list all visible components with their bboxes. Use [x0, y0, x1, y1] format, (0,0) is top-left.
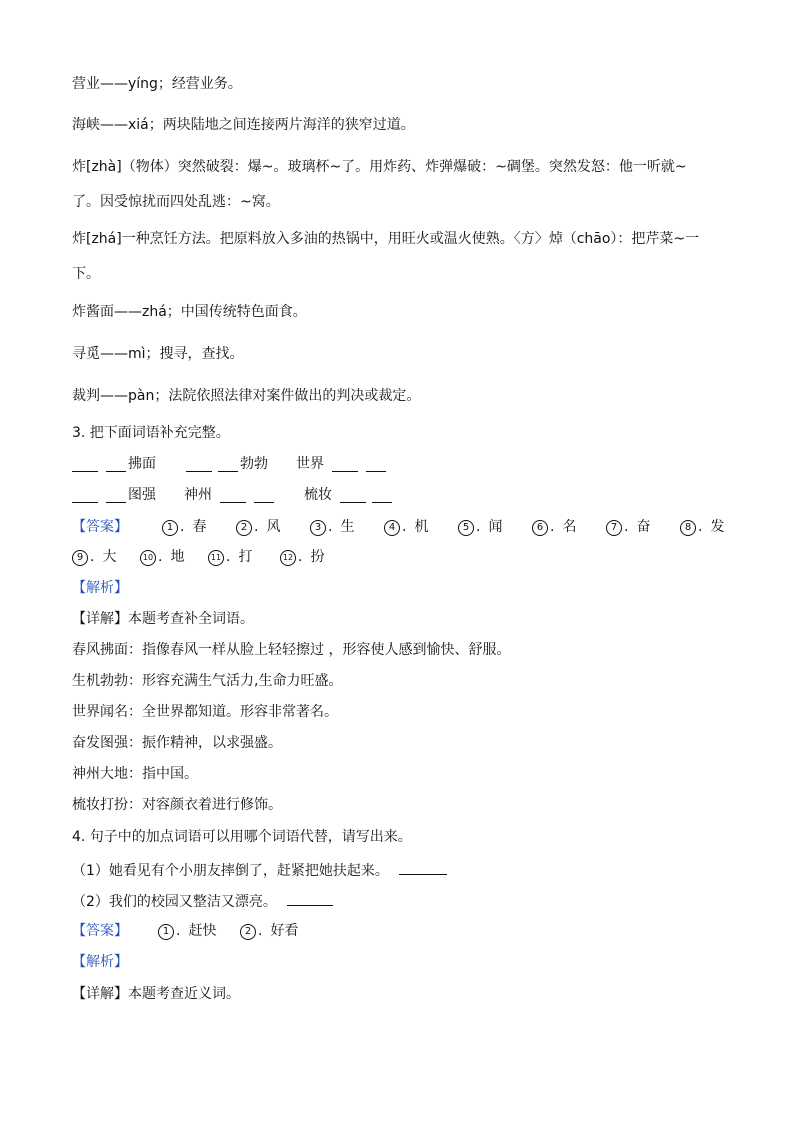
word-fragment: 世界: [296, 456, 324, 472]
definition-line: 了。因受惊扰而四处乱逃：~窝。: [72, 194, 280, 210]
answer-item: 9 . 大: [72, 548, 116, 566]
answer-blank[interactable]: [287, 891, 333, 906]
definition-line: 下。: [72, 266, 100, 282]
sentence-1: （1）她看见有个小朋友摔倒了，赶紧把她扶起来。: [72, 860, 447, 880]
definition-line: 炸酱面——zhá；中国传统特色面食。: [72, 304, 307, 320]
answer-item: 10 . 地: [140, 548, 184, 566]
sentence-2: （2）我们的校园又整洁又漂亮。: [72, 891, 333, 911]
explanation-line: 生机勃勃：形容充满生气活力,生命力旺盛。: [72, 673, 343, 689]
answer-blank[interactable]: [106, 488, 126, 503]
explanation-line: 春风拂面：指像春风一样从脸上轻轻擦过 ，形容使人感到愉快、舒服。: [72, 642, 511, 658]
analysis-label: 【解析】: [72, 580, 128, 596]
definition-line: 炸[zhà]（物体）突然破裂：爆~。玻璃杯~了。用炸药、炸弹爆破：~碉堡。突然发怒：他一听就~: [72, 159, 687, 175]
explanation-line: 梳妆打扮：对容颜衣着进行修饰。: [72, 797, 282, 813]
answer-item: 4 . 机: [384, 518, 428, 536]
definition-line: 海峡——xiá；两块陆地之间连接两片海洋的狭窄过道。: [72, 117, 415, 133]
answer-blank[interactable]: [372, 488, 392, 503]
word-fragment: 图强: [128, 487, 156, 503]
answer-blank[interactable]: [366, 457, 386, 472]
answer-blank[interactable]: [72, 457, 98, 472]
definition-line: 炸[zhá]一种烹饪方法。把原料放入多油的热锅中，用旺火或温火使熟。〈方〉焯（chāo）：把芹菜~一: [72, 231, 700, 247]
answer-item: 11 . 打: [208, 548, 252, 566]
answer-item: 8 . 发: [680, 518, 724, 536]
word-fragment: 勃勃: [240, 456, 268, 472]
detail-line: 【详解】本题考查补全词语。: [72, 611, 254, 627]
definition-line: 营业——yíng；经营业务。: [72, 76, 242, 92]
answer-label: 【答案】: [72, 519, 128, 535]
word-fragment: 梳妆: [304, 487, 332, 503]
fill-row-2: [72, 486, 412, 504]
fill-row-1: [72, 455, 412, 473]
answer-blank[interactable]: [254, 488, 274, 503]
detail-line: 【详解】本题考查近义词。: [72, 986, 240, 1002]
answer-item: 2 . 好看: [240, 922, 298, 940]
analysis-label: 【解析】: [72, 954, 128, 970]
word-fragment: 拂面: [128, 456, 156, 472]
answer-blank[interactable]: [220, 488, 246, 503]
answer-blank[interactable]: [340, 488, 366, 503]
answer-blank[interactable]: [332, 457, 358, 472]
explanation-line: 世界闻名：全世界都知道。形容非常著名。: [72, 704, 338, 720]
explanation-line: 神州大地：指中国。: [72, 766, 198, 782]
answer-blank[interactable]: [106, 457, 126, 472]
answer-item: 5 . 闻: [458, 518, 502, 536]
answer-blank[interactable]: [218, 457, 238, 472]
answer-item: 2 . 风: [236, 518, 280, 536]
answer-item: 1 . 春: [162, 518, 206, 536]
word-fragment: 神州: [184, 487, 212, 503]
answer-item: 3 . 生: [310, 518, 354, 536]
answer-blank[interactable]: [72, 488, 98, 503]
answer-item: 6 . 名: [532, 518, 576, 536]
explanation-line: 奋发图强：振作精神，以求强盛。: [72, 735, 282, 751]
definition-line: 裁判——pàn；法院依照法律对案件做出的判决或裁定。: [72, 388, 421, 404]
question-4-title: 4. 句子中的加点词语可以用哪个词语代替，请写出来。: [72, 829, 412, 845]
answer-item: 1 . 赶快: [158, 922, 216, 940]
answer-blank[interactable]: [186, 457, 212, 472]
definition-line: 寻觅——mì；搜寻，查找。: [72, 346, 244, 362]
answer-label: 【答案】: [72, 923, 128, 939]
question-3-title: 3. 把下面词语补充完整。: [72, 425, 230, 441]
answer-blank[interactable]: [399, 860, 447, 875]
answer-item: 12 . 扮: [280, 548, 324, 566]
answer-item: 7 . 奋: [606, 518, 650, 536]
